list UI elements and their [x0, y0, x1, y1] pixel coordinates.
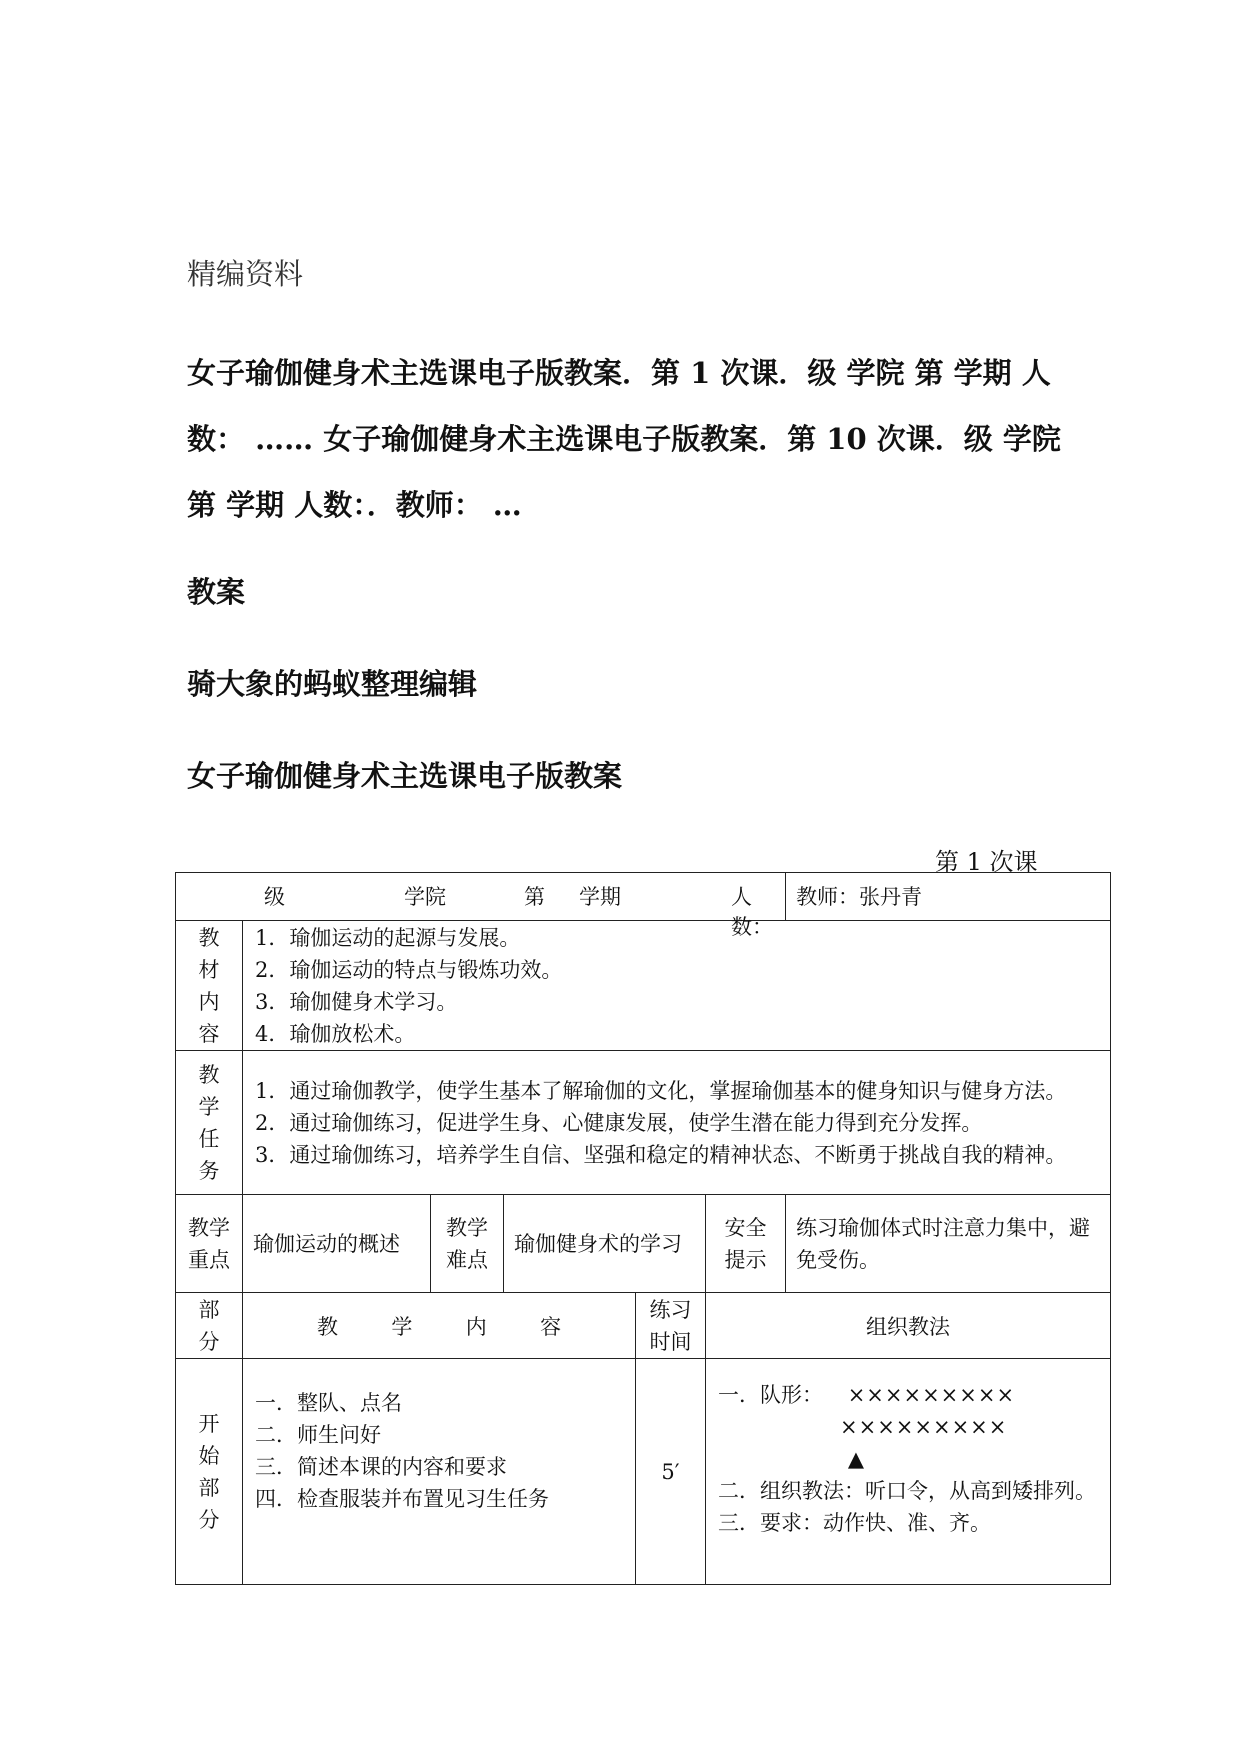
start-section-label: 开 始 部 分 [176, 1359, 243, 1585]
column-header-row [176, 1293, 1111, 1359]
heading-jiaoan: 教案 [187, 575, 246, 609]
formation-label: 一．队形： [718, 1383, 823, 1407]
key-point-label: 教学 重点 [176, 1195, 243, 1293]
materials-item: 2．瑜伽运动的特点与锻炼功效。 [255, 957, 563, 982]
teacher-marker-line [706, 1443, 1006, 1475]
materials-label: 教 材 内 容 [176, 921, 243, 1051]
formation-row-1: ××××××××× [847, 1383, 1016, 1407]
heading-title: 女子瑜伽健身术主选课电子版教案 [187, 759, 623, 793]
difficulty-value: 瑜伽健身术的学习 [504, 1195, 706, 1293]
header-xueqi: 学期 [579, 885, 621, 909]
materials-item: 1．瑜伽运动的起源与发展。 [255, 925, 521, 950]
header-xueyuan: 学院 [404, 885, 446, 909]
header-teacher: 教师：张丹青 [786, 873, 1111, 921]
difficulty-label: 教学 难点 [431, 1195, 504, 1293]
start-section-method [706, 1359, 1111, 1585]
safety-value: 练习瑜伽体式时注意力集中，避免受伤。 [786, 1195, 1111, 1293]
column-part: 部 分 [176, 1293, 243, 1359]
tasks-item: 1．通过瑜伽教学，使学生基本了解瑜伽的文化，掌握瑜伽基本的健身知识与健身方法。 [255, 1078, 1067, 1103]
method-line-3: 三．要求：动作快、准、齐。 [718, 1511, 991, 1535]
header-ji: 级 [264, 885, 285, 909]
start-section-row [176, 1359, 1111, 1585]
materials-row [176, 921, 1111, 1051]
safety-label: 安全 提示 [706, 1195, 786, 1293]
watermark-text: 精编资料 [187, 257, 304, 291]
lesson-plan-table [175, 872, 1111, 1585]
start-section-time: 5′ [636, 1359, 706, 1585]
materials-content [243, 921, 1111, 1051]
summary-paragraph: 女子瑜伽健身术主选课电子版教案．第 1 次课．级 学院 第 学期 人数： …… 女子瑜伽健身术主选课电子版教案．第 10 次课．级 学院 第 学期 人数：．教师： … [187, 356, 1061, 522]
teacher-marker-icon: ▲ [847, 1447, 865, 1471]
heading-editor: 骑大象的蚂蚁整理编辑 [187, 667, 478, 701]
tasks-item: 3．通过瑜伽练习，培养学生自信、坚强和稳定的精神状态、不断勇于挑战自我的精神。 [255, 1142, 1067, 1167]
lesson-number: 第 1 次课 [935, 848, 1038, 876]
formation-row-2-line [706, 1411, 1110, 1443]
start-item: 二．师生问好 [255, 1423, 381, 1447]
start-item: 三．简述本课的内容和要求 [255, 1455, 507, 1479]
header-di: 第 [524, 885, 545, 909]
materials-item: 4．瑜伽放松术。 [255, 1021, 416, 1046]
start-item: 一．整队、点名 [255, 1391, 402, 1415]
column-time: 练习 时间 [636, 1293, 706, 1359]
column-method: 组织教法 [706, 1293, 1111, 1359]
tasks-item: 2．通过瑜伽练习，促进学生身、心健康发展，使学生潜在能力得到充分发挥。 [255, 1110, 983, 1135]
materials-item: 3．瑜伽健身术学习。 [255, 989, 458, 1014]
start-item: 四．检查服装并布置见习生任务 [255, 1487, 549, 1511]
column-content: 教 学 内 容 [243, 1293, 636, 1359]
header-renshu: 人数： [731, 885, 773, 939]
method-line-2: 二．组织教法：听口令，从高到矮排列。 [718, 1479, 1096, 1503]
formation-line [706, 1379, 1110, 1411]
tasks-content [243, 1051, 1111, 1195]
key-point-value: 瑜伽运动的概述 [243, 1195, 431, 1293]
header-row [176, 873, 1111, 921]
focus-row [176, 1195, 1111, 1293]
formation-row-2: ××××××××× [840, 1415, 1008, 1439]
tasks-label: 教 学 任 务 [176, 1051, 243, 1195]
start-section-content [243, 1359, 636, 1585]
tasks-row [176, 1051, 1111, 1195]
